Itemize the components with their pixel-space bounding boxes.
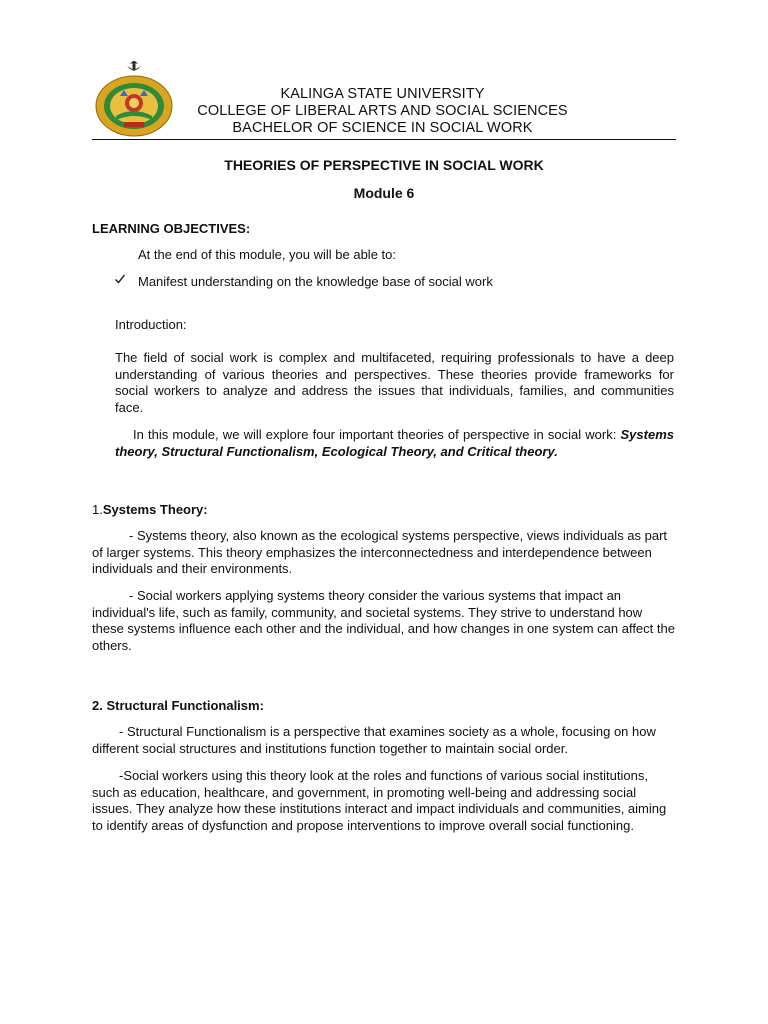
checkmark-icon [114,273,126,285]
header-divider [92,139,676,140]
program-name: BACHELOR OF SCIENCE IN SOCIAL WORK [232,120,533,136]
structural-functionalism-paragraph-1 [92,724,676,757]
document-title: THEORIES OF PERSPECTIVE IN SOCIAL WORK [224,157,544,173]
theories-list: Systems theory, Structural Functionalism, Ecological Theory, and Critical theory. [115,427,674,459]
introduction-label: Introduction: [115,317,187,332]
systems-theory-paragraph-1 [92,528,676,578]
learning-objective-item: Manifest understanding on the knowledge base of social work [138,274,493,289]
introduction-lead-text: In this module, we will explore four important theories of perspective in social work: [133,427,617,442]
university-seal-icon [94,56,174,138]
section-heading-systems-theory [92,502,208,519]
learning-objectives-heading: LEARNING OBJECTIVES: [92,221,251,236]
paragraph-text: - Systems theory, also known as the ecological systems perspective, views individuals as part of larger systems. This theory emphasizes the interconnectedness and interdependence between individuals and their environments. [92,528,668,576]
university-name: KALINGA STATE UNIVERSITY [280,86,485,102]
introduction-paragraph: The field of social work is complex and multifaceted, requiring professionals to have a deep understanding of various theories and perspectives. These theories provide frameworks for social workers to analyze and address the issues that individuals, families, and communities face. [115,350,674,415]
section-number: 1. [92,502,103,517]
university-header [170,86,595,137]
paragraph-text: - Social workers applying systems theory consider the various systems that impact an individual's life, such as family, community, and societal systems. They strive to understand how these systems influence each other and the individual, and how changes in one system can affect the others. [92,588,675,653]
paragraph-text: - Structural Functionalism is a perspective that examines society as a whole, focusing on how different social structures and institutions function together to maintain social order. [92,724,656,756]
section-heading-structural-functionalism: 2. Structural Functionalism: [92,698,264,713]
college-name: COLLEGE OF LIBERAL ARTS AND SOCIAL SCIENCES [197,103,568,119]
paragraph-text: -Social workers using this theory look at the roles and functions of various social institutions, such as education, healthcare, and government, in promoting well-being and addressing social issues. They analyze how these institutions interact and impact individuals and communities, aiming to identify areas of dysfunction and propose interventions to improve overall social functioning. [92,768,667,833]
module-label: Module 6 [353,185,415,201]
systems-theory-paragraph-2 [92,588,676,654]
structural-functionalism-paragraph-2 [92,768,676,834]
section-title: Systems Theory: [102,502,208,517]
introduction-theories-paragraph [115,427,674,460]
learning-objectives-intro: At the end of this module, you will be able to: [138,247,396,262]
